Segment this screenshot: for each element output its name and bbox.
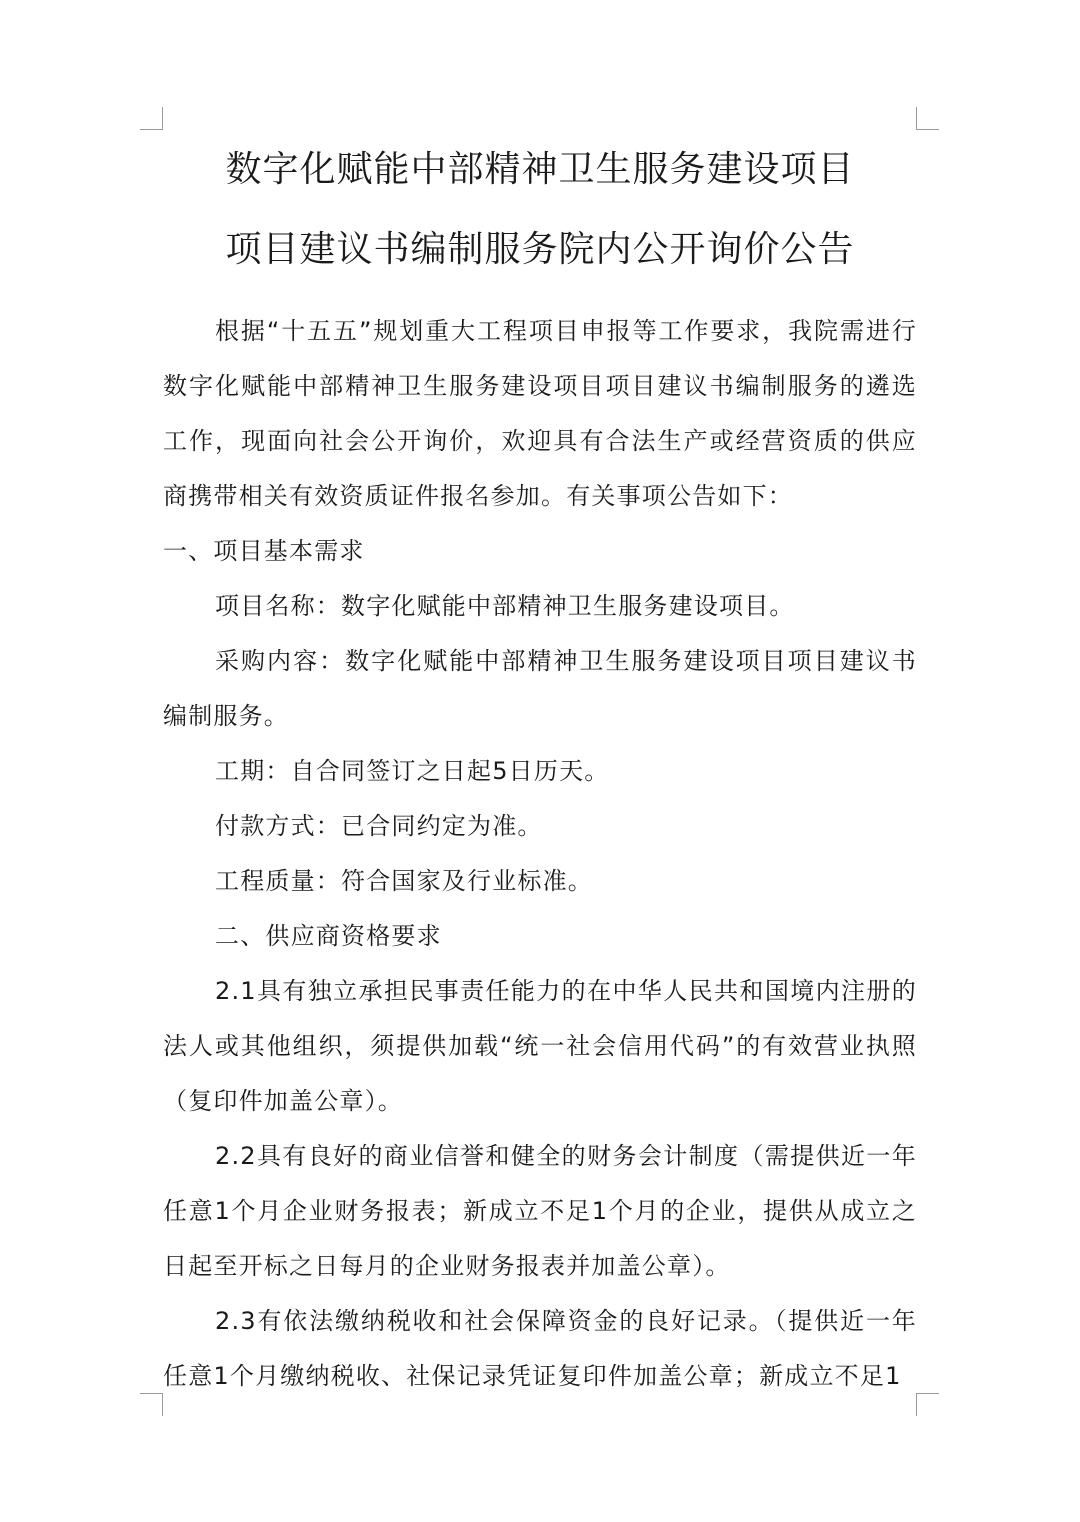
page-corner-mark-top-left [140,107,163,130]
project-name-paragraph: 项目名称：数字化赋能中部精神卫生服务建设项目。 [215,592,795,620]
requirement-2-2-paragraph: 2.2具有良好的商业信誉和健全的财务会计制度（需提供近一年任意1个月企业财务报表；新成立不足1个月的企业，提供从成立之日起至开标之日每月的企业财务报表并加盖公章）。 [163,1142,917,1280]
payment-paragraph: 付款方式：已合同约定为准。 [215,812,543,840]
intro-paragraph: 根据“十五五”规划重大工程项目申报等工作要求，我院需进行数字化赋能中部精神卫生服务建设项目项目建议书编制服务的遴选工作，现面向社会公开询价，欢迎具有合法生产或经营资质的供应商携带相关有效资质证件报名参加。有关事项公告如下： [163,317,917,510]
document-title-line-2: 项目建议书编制服务院内公开询价公告 [225,229,855,270]
quality-paragraph: 工程质量：符合国家及行业标准。 [215,867,593,895]
procurement-paragraph: 采购内容：数字化赋能中部精神卫生服务建设项目项目建议书编制服务。 [163,647,917,730]
document-page [163,140,917,1404]
requirement-2-3-paragraph: 2.3有依法缴纳税收和社会保障资金的良好记录。（提供近一年任意1个月缴纳税收、社保记录凭证复印件加盖公章；新成立不足1 [163,1307,917,1390]
page-corner-mark-bottom-right [916,1393,939,1416]
section-1-heading: 一、项目基本需求 [163,537,365,565]
page-corner-mark-bottom-left [140,1393,163,1416]
section-2-heading: 二、供应商资格要求 [215,922,442,950]
page-corner-mark-top-right [916,107,939,130]
document-title-line-1: 数字化赋能中部精神卫生服务建设项目 [225,149,855,190]
duration-paragraph: 工期：自合同签订之日起5日历天。 [215,757,610,785]
document-body [163,304,917,1404]
requirement-2-1-paragraph: 2.1具有独立承担民事责任能力的在中华人民共和国境内注册的法人或其他组织，须提供加载“统一社会信用代码”的有效营业执照（复印件加盖公章）。 [163,977,917,1115]
